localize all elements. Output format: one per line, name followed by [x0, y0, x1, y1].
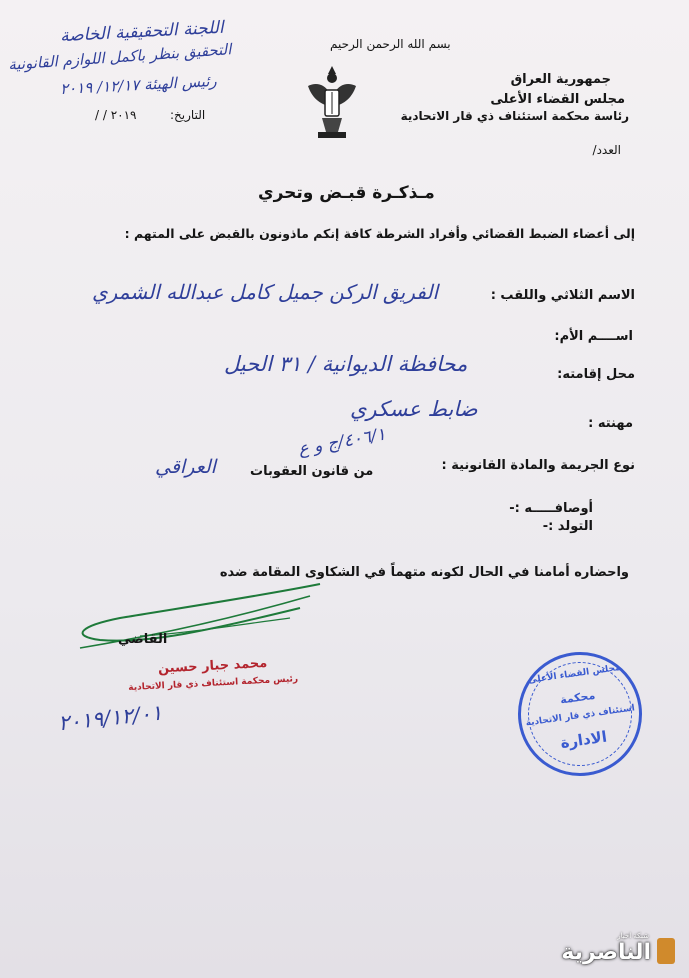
- name-label: الاسم الثلاثي واللقب :: [490, 288, 635, 303]
- stamp-name: محمد جبار حسين: [157, 655, 268, 677]
- date-label: التاريخ:: [170, 108, 206, 122]
- watermark-logo: [549, 932, 679, 972]
- judge-stamp: [77, 654, 299, 705]
- header-court: رئاسة محكمة استئناف ذي قار الاتحادية: [400, 109, 629, 123]
- description-label: أوصافـــــه :-: [509, 501, 593, 516]
- watermark-small: شبكة اخبار: [617, 932, 649, 940]
- job-label: مهنته :: [588, 416, 633, 431]
- crime-label: نوع الجريمة والمادة القانونية :: [441, 458, 635, 473]
- watermark-main: الناصرية: [561, 940, 651, 965]
- residence-label: محل إقامته:: [557, 367, 635, 382]
- basmala: بسم الله الرحمن الرحيم: [330, 37, 451, 51]
- crime-article: ٤٠٦/١/ج و ع: [296, 424, 388, 460]
- signature-date: ٢٠١٩/١٢/٠١: [57, 700, 164, 736]
- birth-label: التولد :-: [542, 519, 593, 534]
- watermark-mark-icon: [657, 938, 675, 964]
- seal-line2: استئناف ذي قار الاتحادية: [525, 703, 636, 729]
- instruction-line: واحضاره أمامنا في الحال لكونه متهماً في الشكاوى المقامة ضده: [219, 565, 629, 580]
- iraq-emblem-icon: [302, 62, 362, 142]
- header-country: جمهورية العراق: [510, 72, 611, 87]
- job-value: ضابط عسكري: [350, 397, 478, 421]
- seal-top-text: مجلس القضاء الأعلى: [527, 662, 622, 686]
- number-label: العدد/: [592, 143, 621, 157]
- mother-label: اســــم الأم:: [554, 329, 633, 344]
- date-value: / / ٢٠١٩: [95, 108, 137, 122]
- crime-law-printed: من قانون العقوبات: [250, 464, 374, 479]
- court-seal: [510, 644, 650, 784]
- seal-line3: الادارة: [559, 727, 608, 752]
- addressee-line: إلى أعضاء الضبط القضائي وأفراد الشرطة كافة إنكم ماذونون بالقبض على المتهم :: [124, 226, 635, 241]
- handwritten-note-line2: التحقيق بنظر باكمل اللوازم القانونية: [7, 40, 232, 74]
- handwritten-note-line1: اللجنة التحقيقية الخاصة: [59, 17, 225, 47]
- residence-value: محافظة الديوانية / ٣١ الحيل: [224, 352, 468, 376]
- stamp-role: رئيس محكمة استئناف ذي قار الاتحادية: [128, 674, 299, 694]
- judge-title: القاضي: [118, 632, 168, 647]
- document-title: مـذكـرة قبـض وتحري: [258, 183, 435, 203]
- name-value: الفريق الركن جميل كامل عبدالله الشمري: [92, 280, 439, 304]
- crime-law-hand: العراقي: [155, 456, 216, 478]
- header-council: مجلس القضاء الأعلى: [490, 92, 625, 107]
- handwritten-note-line3: رئيس الهيئة ١٢/١٧/ ٢٠١٩: [59, 71, 218, 99]
- judge-signature: [60, 578, 340, 658]
- seal-line1: محكمة: [559, 688, 597, 707]
